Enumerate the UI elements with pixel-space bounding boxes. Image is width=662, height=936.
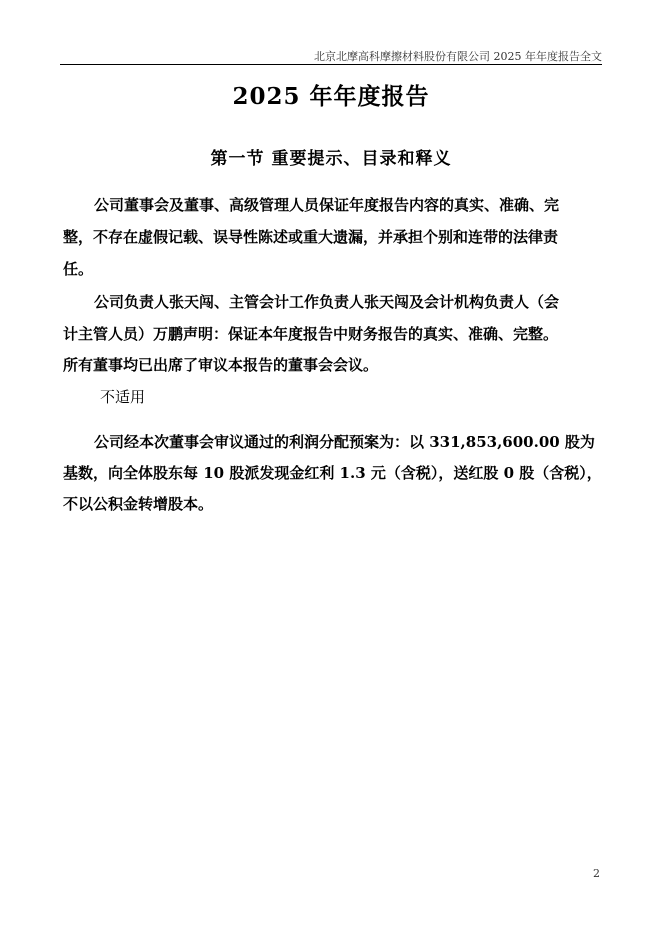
running-header: 北京北摩高科摩擦材料股份有限公司 2025 年年度报告全文 [314,50,602,63]
paragraph-line: 任。 [63,260,94,278]
not-applicable-note: 不适用 [100,388,146,406]
paragraph-line: 计主管人员）万鹏声明：保证本年度报告中财务报告的真实、准确、完整。 [63,325,559,343]
paragraph-line: 整，不存在虚假记载、误导性陈述或重大遗漏，并承担个别和连带的法律责 [63,228,559,246]
paragraph-line: 所有董事均已出席了审议本报告的董事会会议。 [63,356,379,374]
paragraph-line: 公司经本次董事会审议通过的利润分配预案为：以 331,853,600.00 股为 [94,433,595,451]
section-title: 第一节 重要提示、目录和释义 [210,149,452,169]
page-number: 2 [593,867,600,880]
paragraph-line: 基数，向全体股东每 10 股派发现金红利 1.3 元（含税），送红股 0 股（含税）， [63,464,602,482]
paragraph-line: 不以公积金转增股本。 [63,495,214,513]
document-title: 2025 年年度报告 [232,83,430,110]
paragraph-line: 公司董事会及董事、高级管理人员保证年度报告内容的真实、准确、完 [94,196,560,214]
header-rule [60,64,602,65]
paragraph-line: 公司负责人张天闯、主管会计工作负责人张天闯及会计机构负责人（会 [94,293,560,311]
